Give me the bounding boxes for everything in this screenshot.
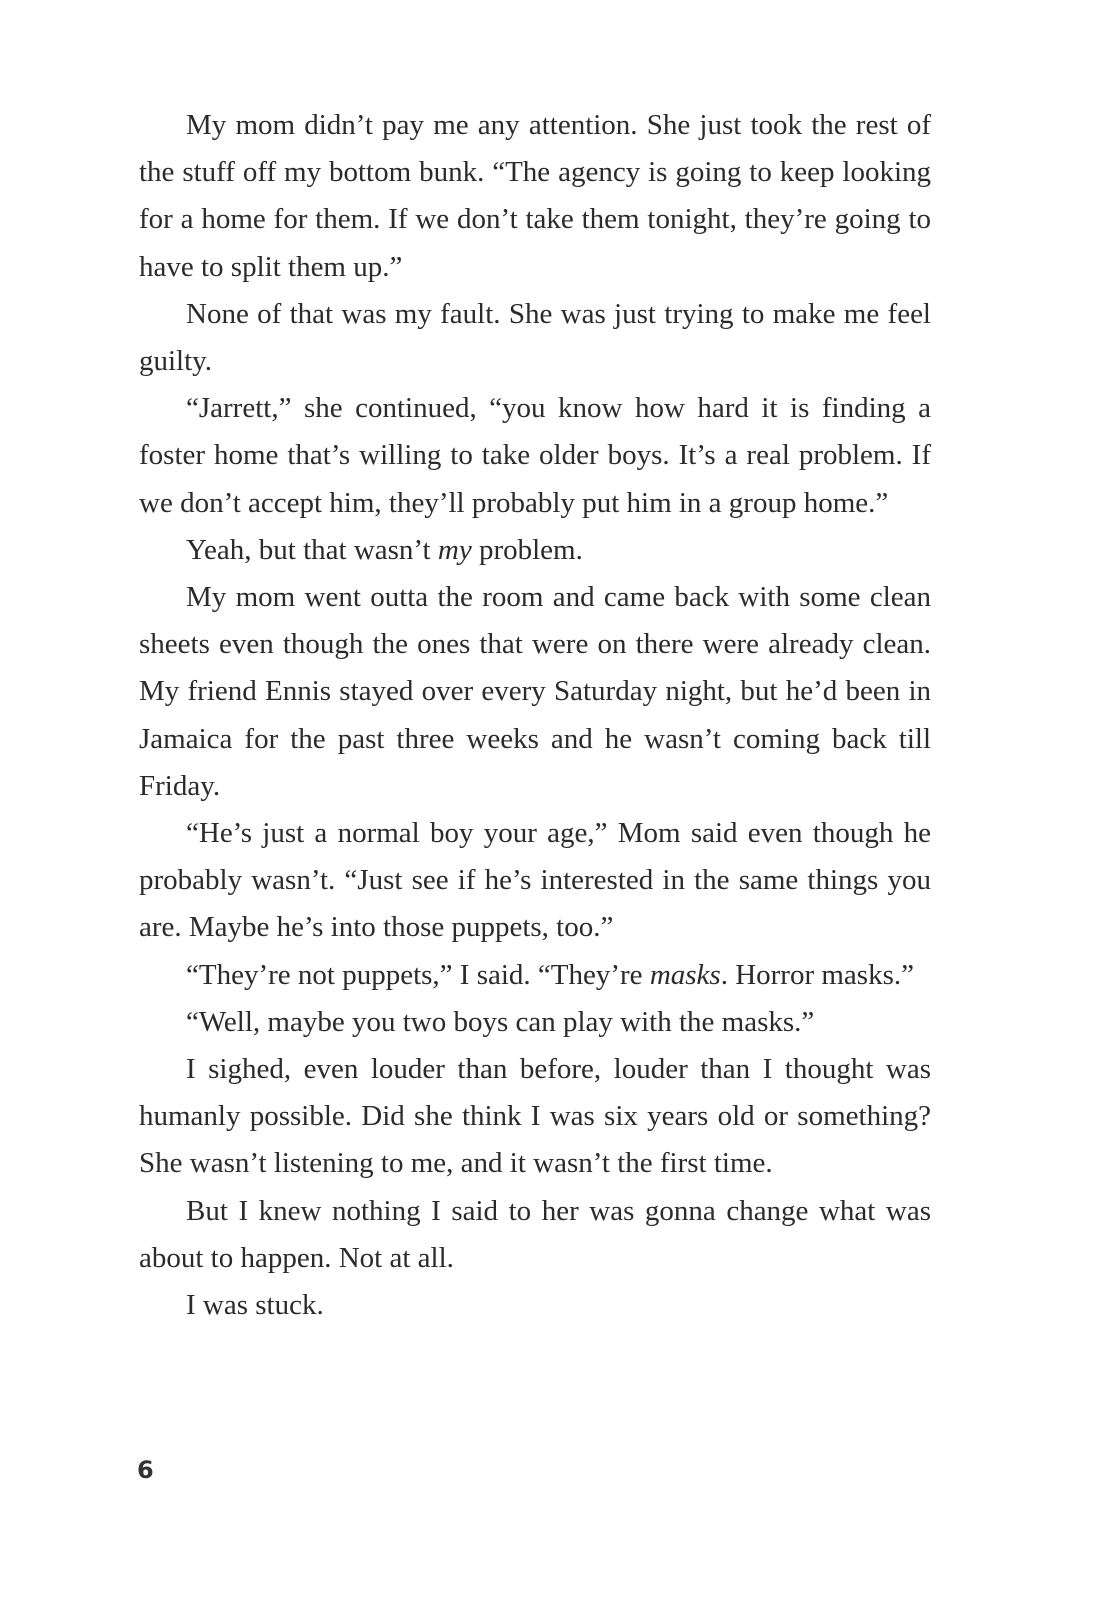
paragraph: I sighed, even louder than before, louder than I thought was humanly possible. Did she think I was six years old or something? She wasn’t listening to me, and it wasn’t the first time. — [139, 1053, 931, 1180]
body-text — [139, 102, 931, 1329]
page-number: 6 — [137, 1456, 154, 1484]
paragraph — [139, 527, 931, 574]
emphasis: my — [437, 533, 472, 566]
paragraph-text: Yeah, but that wasn’t — [186, 533, 438, 566]
paragraph: “He’s just a normal boy your age,” Mom said even though he probably wasn’t. “Just see if he’s interested in the same things you are. Maybe he’s into those puppets, too.” — [139, 817, 931, 944]
paragraph: I was stuck. — [186, 1289, 324, 1322]
paragraph: “Well, maybe you two boys can play with the masks.” — [186, 1005, 815, 1038]
emphasis: masks — [649, 958, 721, 991]
paragraph: “Jarrett,” she continued, “you know how hard it is finding a foster home that’s willing to take older boys. It’s a real problem. If we don’t accept him, they’ll probably put him in a group home.” — [139, 392, 931, 519]
paragraph: None of that was my fault. She was just trying to make me feel guilty. — [139, 297, 931, 378]
paragraph — [139, 952, 931, 999]
paragraph: My mom went outta the room and came back with some clean sheets even though the ones that were on there were already clean. My friend Ennis stayed over every Saturday night, but he’d been in Jamaica for the past three weeks and he wasn’t coming back till Friday. — [139, 581, 931, 802]
paragraph: But I knew nothing I said to her was gonna change what was about to happen. Not at all. — [139, 1194, 931, 1274]
paragraph-text: problem. — [471, 533, 583, 566]
paragraph-text: “They’re not puppets,” I said. “They’re — [186, 958, 650, 991]
paragraph-text: . Horror masks.” — [720, 958, 914, 991]
paragraph: My mom didn’t pay me any attention. She just took the rest of the stuff off my bottom bunk. “The agency is going to keep looking for a home for them. If we don’t take them tonight, they’re going to have to split them up.” — [139, 109, 931, 283]
